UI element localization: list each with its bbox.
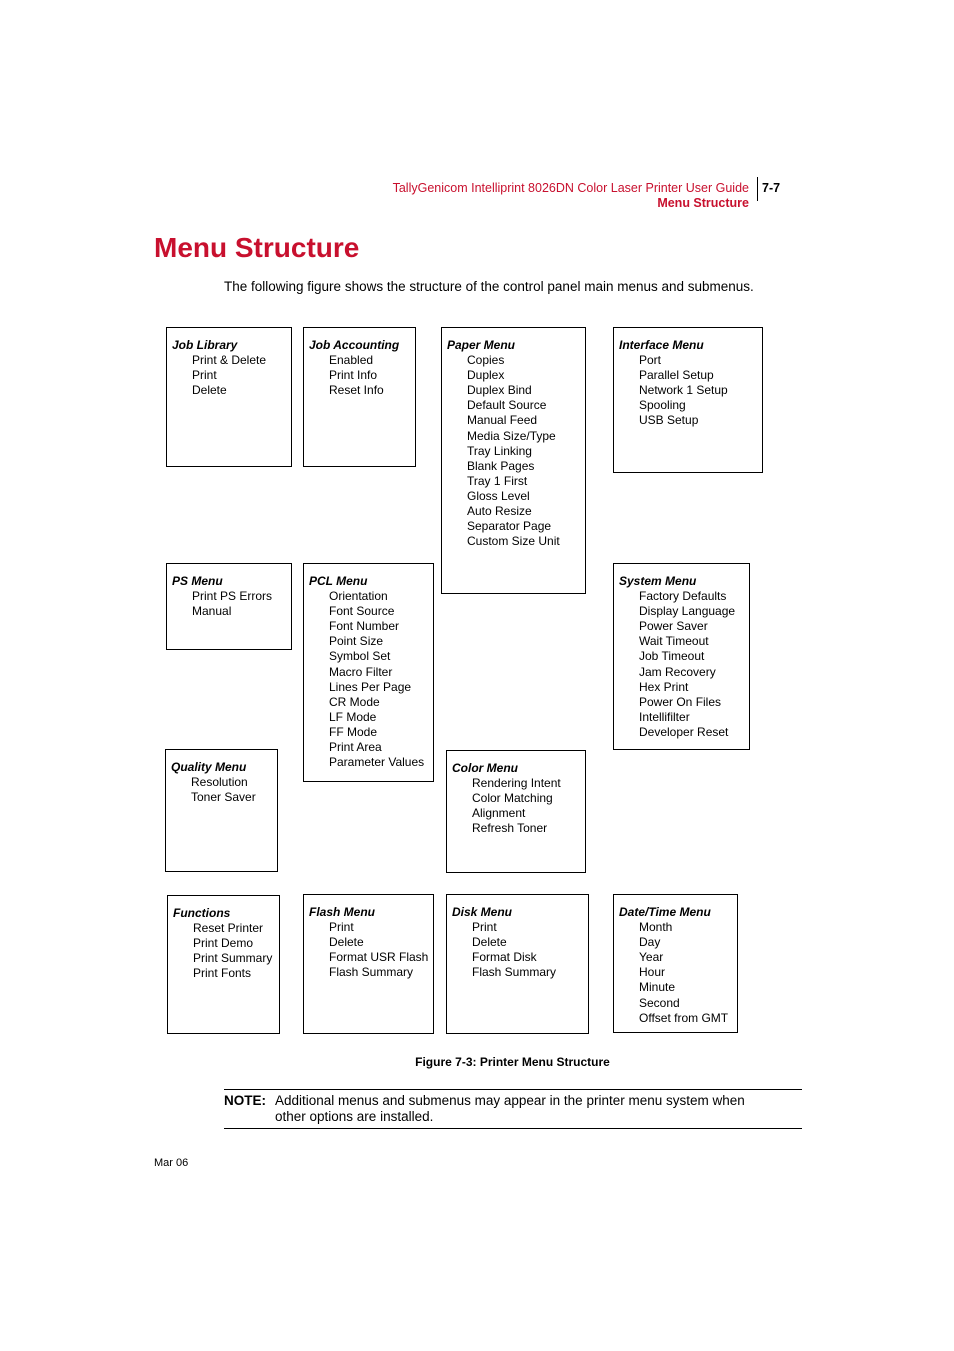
- job-accounting-box: [303, 327, 416, 467]
- menu-item: Print PS Errors: [192, 589, 273, 604]
- note-text: Additional menus and submenus may appear in the printer menu system when other options are installed.: [275, 1093, 745, 1124]
- menu-item: Reset Printer: [193, 921, 264, 936]
- disk-menu-box: [446, 894, 589, 1034]
- menu-item: Separator Page: [467, 519, 552, 534]
- menu-title: Job Library: [172, 338, 238, 352]
- footer-date: Mar 06: [154, 1157, 189, 1169]
- menu-item: Duplex: [467, 368, 505, 383]
- menu-item: Month: [639, 920, 673, 935]
- menu-item: Intellifilter: [639, 709, 690, 724]
- interface-menu-box: [613, 327, 763, 473]
- menu-item-list: [309, 353, 411, 398]
- menu-item: Jam Recovery: [639, 664, 716, 679]
- menu-item: Auto Resize: [467, 504, 532, 519]
- menu-item: Symbol Set: [329, 649, 391, 664]
- menu-item: LF Mode: [329, 709, 377, 724]
- page-title: Menu Structure: [154, 232, 360, 263]
- flash-menu-box: [303, 894, 434, 1034]
- intro-paragraph: The following figure shows the structure of the control panel main menus and submenus.: [224, 279, 754, 294]
- menu-item-list: [619, 920, 733, 1026]
- menu-item: Minute: [639, 980, 676, 995]
- menu-item: Print Area: [329, 740, 382, 755]
- menu-item-list: [452, 920, 584, 980]
- menu-item: Power On Files: [639, 694, 722, 709]
- menu-item: Print Demo: [193, 936, 254, 951]
- menu-item-list: [172, 589, 287, 619]
- menu-item: Font Number: [329, 619, 400, 634]
- menu-item-list: [171, 775, 273, 805]
- menu-item: Manual: [192, 604, 232, 619]
- menu-item: Hex Print: [639, 679, 689, 694]
- page-number: 7-7: [762, 181, 781, 195]
- menu-item-list: [172, 353, 287, 398]
- menu-title: PCL Menu: [309, 574, 368, 588]
- job-library-box: [166, 327, 292, 467]
- menu-item: Print Info: [329, 368, 378, 383]
- menu-title: Functions: [173, 906, 231, 920]
- menu-item: Flash Summary: [472, 965, 557, 980]
- menu-item-list: [309, 920, 429, 980]
- menu-item: Refresh Toner: [472, 821, 548, 836]
- menu-item: Factory Defaults: [639, 589, 727, 604]
- menu-title: Paper Menu: [447, 338, 516, 352]
- menu-item: Print & Delete: [192, 353, 267, 368]
- menu-item: Parameter Values: [329, 755, 425, 770]
- note-top-rule: [224, 1089, 802, 1090]
- menu-item: Print Fonts: [193, 966, 252, 981]
- menu-item: Manual Feed: [467, 413, 538, 428]
- menu-item: Year: [639, 950, 664, 965]
- menu-item: Tray 1 First: [467, 473, 528, 488]
- ps-menu-box: [166, 563, 292, 650]
- menu-item: Format USR Flash: [329, 950, 429, 965]
- menu-item-list: [309, 589, 429, 770]
- menu-item: Default Source: [467, 398, 547, 413]
- menu-item: Copies: [467, 353, 505, 368]
- menu-item: USB Setup: [639, 413, 699, 428]
- menu-item-list: [173, 921, 275, 981]
- menu-item: Point Size: [329, 634, 384, 649]
- menu-title: Job Accounting: [309, 338, 400, 352]
- menu-item: Color Matching: [472, 791, 553, 806]
- menu-title: Flash Menu: [309, 905, 376, 919]
- menu-item: Parallel Setup: [639, 368, 714, 383]
- menu-item: Display Language: [639, 604, 736, 619]
- menu-title: Quality Menu: [171, 760, 247, 774]
- menu-item: Spooling: [639, 398, 686, 413]
- menu-item: Job Timeout: [639, 649, 705, 664]
- datetime-menu-box: [613, 894, 738, 1033]
- menu-item: Orientation: [329, 589, 388, 604]
- menu-item: Enabled: [329, 353, 374, 368]
- menu-item-list: [619, 353, 758, 428]
- figure-caption: Figure 7-3: Printer Menu Structure: [415, 1055, 610, 1069]
- menu-item: Network 1 Setup: [639, 383, 728, 398]
- menu-item: Second: [639, 995, 680, 1010]
- menu-item: Rendering Intent: [472, 776, 561, 791]
- menu-item-list: [447, 353, 581, 549]
- menu-item: Print: [472, 920, 497, 935]
- menu-item: Offset from GMT: [639, 1010, 729, 1025]
- menu-title: Date/Time Menu: [619, 905, 711, 919]
- menu-item: Day: [639, 935, 661, 950]
- menu-item: Delete: [472, 935, 507, 950]
- note-label: NOTE:: [224, 1093, 266, 1108]
- color-menu-box: [446, 750, 586, 873]
- menu-item: Font Source: [329, 604, 395, 619]
- menu-item: Hour: [639, 965, 666, 980]
- menu-item: Custom Size Unit: [467, 534, 560, 549]
- menu-item: Port: [639, 353, 662, 368]
- menu-item: Print: [192, 368, 217, 383]
- menu-item: Gloss Level: [467, 488, 530, 503]
- quality-menu-box: [165, 749, 278, 872]
- menu-item: Wait Timeout: [639, 634, 709, 649]
- menu-item: Delete: [329, 935, 364, 950]
- menu-item-list: [452, 776, 581, 836]
- menu-item: Media Size/Type: [467, 428, 556, 443]
- menu-item: Lines Per Page: [329, 679, 412, 694]
- menu-item: Flash Summary: [329, 965, 414, 980]
- menu-item: Print: [329, 920, 354, 935]
- menu-title: System Menu: [619, 574, 697, 588]
- menu-item: Format Disk: [472, 950, 537, 965]
- pcl-menu-box: [303, 563, 434, 782]
- functions-box: [167, 895, 280, 1034]
- header-divider: [757, 177, 758, 201]
- system-menu-box: [613, 563, 750, 750]
- menu-item: Blank Pages: [467, 458, 535, 473]
- menu-title: Color Menu: [452, 761, 518, 775]
- menu-item: Developer Reset: [639, 724, 729, 739]
- menu-item: FF Mode: [329, 724, 378, 739]
- menu-item: Power Saver: [639, 619, 708, 634]
- section-name: Menu Structure: [657, 196, 749, 210]
- menu-item: Print Summary: [193, 951, 273, 966]
- menu-item-list: [619, 589, 745, 740]
- menu-item: Macro Filter: [329, 664, 393, 679]
- menu-title: Interface Menu: [619, 338, 704, 352]
- note-bottom-rule: [224, 1128, 802, 1129]
- menu-item: CR Mode: [329, 694, 380, 709]
- guide-title: TallyGenicom Intelliprint 8026DN Color Laser Printer User Guide: [392, 181, 749, 195]
- menu-title: Disk Menu: [452, 905, 513, 919]
- menu-item: Delete: [192, 383, 227, 398]
- menu-item: Tray Linking: [467, 443, 532, 458]
- menu-item: Duplex Bind: [467, 383, 532, 398]
- menu-item: Reset Info: [329, 383, 384, 398]
- paper-menu-box: [441, 327, 586, 594]
- menu-title: PS Menu: [172, 574, 223, 588]
- menu-item: Toner Saver: [191, 790, 256, 805]
- menu-item: Alignment: [472, 806, 526, 821]
- menu-item: Resolution: [191, 775, 248, 790]
